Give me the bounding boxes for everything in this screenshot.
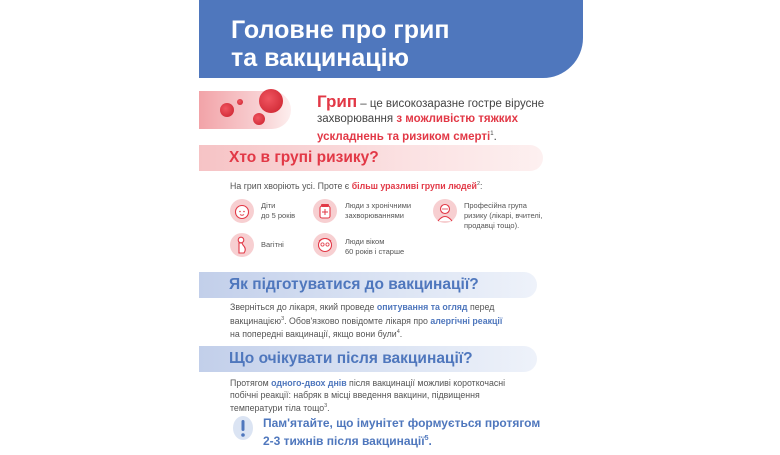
risk-section-title: Хто в групі ризику? bbox=[229, 149, 379, 166]
risk-group-label: Професійна група bbox=[464, 201, 527, 210]
text-span: Зверніться до лікаря, який проведе bbox=[230, 302, 377, 312]
prepare-section-title: Як підготуватися до вакцинації? bbox=[229, 276, 479, 293]
risk-group-label: Люди з хронічними bbox=[345, 201, 412, 210]
risk-group-label: Вагітні bbox=[261, 240, 284, 249]
after-section-title: Що очікувати після вакцинації? bbox=[229, 350, 473, 367]
intro-term: Грип bbox=[317, 92, 358, 111]
text-span: Протягом bbox=[230, 378, 272, 388]
page-title-line1: Головне про грип bbox=[231, 16, 450, 44]
risk-group-pregnant bbox=[261, 240, 284, 250]
footnote-sup: 3 bbox=[324, 403, 328, 409]
text-span: . bbox=[327, 402, 330, 413]
highlight-span: опитування та огляд bbox=[376, 302, 468, 312]
text-span: після вакцинації можливі короткочасні bbox=[346, 378, 506, 388]
exclamation-icon bbox=[232, 415, 254, 441]
text-line: побічні реакції: набряк в місці введення вакцини, підвищення bbox=[230, 389, 480, 400]
risk-lead-highlight: більш уразливі групи людей bbox=[351, 180, 477, 191]
text-span: температури тіла тощо bbox=[230, 402, 325, 413]
risk-group-chronic bbox=[345, 201, 411, 221]
footnote-sup: 4 bbox=[396, 328, 400, 335]
risk-section-header bbox=[199, 145, 543, 171]
intro-text-before: – це високозаразне гостре вірусне захворювання bbox=[317, 98, 545, 125]
page-title-line2: та вакцинацію bbox=[231, 44, 409, 72]
risk-group-child bbox=[261, 201, 295, 221]
intro-highlight: з можливістю тяжких ускладнень та ризиком смерті bbox=[317, 113, 519, 143]
pregnant-icon bbox=[230, 233, 254, 257]
child-icon bbox=[230, 199, 254, 223]
risk-group-label: продавці тощо). bbox=[464, 221, 520, 230]
risk-lead-before: На грип хворіють усі. Проте є bbox=[230, 180, 352, 191]
text-span: на попередні вакцинації, якщо вони були bbox=[230, 328, 397, 339]
virus-icon bbox=[259, 89, 283, 113]
text-span: . Обов'язково повідомте лікаря про bbox=[284, 315, 431, 326]
text-span: . bbox=[428, 434, 432, 448]
risk-group-label: ризику (лікарі, вчителі, bbox=[464, 211, 543, 220]
risk-lead-end: : bbox=[480, 180, 483, 191]
risk-lead bbox=[230, 179, 482, 192]
footnote-sup: 5 bbox=[424, 435, 429, 442]
risk-lead-sup: 2 bbox=[476, 181, 481, 187]
footnote-sup: 3 bbox=[281, 315, 285, 322]
highlight-span: одного-двох днів bbox=[271, 378, 347, 388]
intro-text bbox=[317, 94, 567, 145]
doctor-icon bbox=[433, 199, 457, 223]
risk-group-label: 60 років і старше bbox=[345, 247, 405, 256]
reminder-text bbox=[263, 416, 540, 449]
intro-sup: 1 bbox=[490, 131, 494, 137]
text-span: . bbox=[399, 328, 403, 339]
virus-illustration bbox=[199, 91, 291, 129]
virus-icon bbox=[237, 99, 243, 105]
virus-icon bbox=[253, 113, 265, 125]
text-span: перед bbox=[467, 302, 495, 312]
reminder-line: Пам'ятайте, що імунітет формується протягом bbox=[263, 416, 541, 430]
risk-group-professional bbox=[464, 201, 543, 231]
intro-end: . bbox=[493, 130, 497, 143]
prepare-text bbox=[230, 302, 502, 340]
risk-group-label: до 5 років bbox=[261, 211, 296, 220]
virus-icon bbox=[220, 103, 234, 117]
reminder-line: 2-3 тижнів після вакцинації bbox=[263, 434, 425, 448]
elderly-icon bbox=[313, 233, 337, 257]
highlight-span: алергічні реакції bbox=[430, 315, 503, 326]
after-section-header bbox=[199, 346, 537, 372]
text-span: вакцинацією bbox=[230, 315, 282, 326]
after-text bbox=[230, 378, 505, 414]
risk-group-label: Люди віком bbox=[345, 237, 385, 246]
pills-icon bbox=[313, 199, 337, 223]
risk-group-label: захворюваннями bbox=[345, 211, 404, 220]
risk-group-elderly bbox=[345, 237, 404, 257]
risk-group-label: Діти bbox=[261, 201, 276, 210]
title-banner bbox=[199, 0, 583, 78]
prepare-section-header bbox=[199, 272, 537, 298]
